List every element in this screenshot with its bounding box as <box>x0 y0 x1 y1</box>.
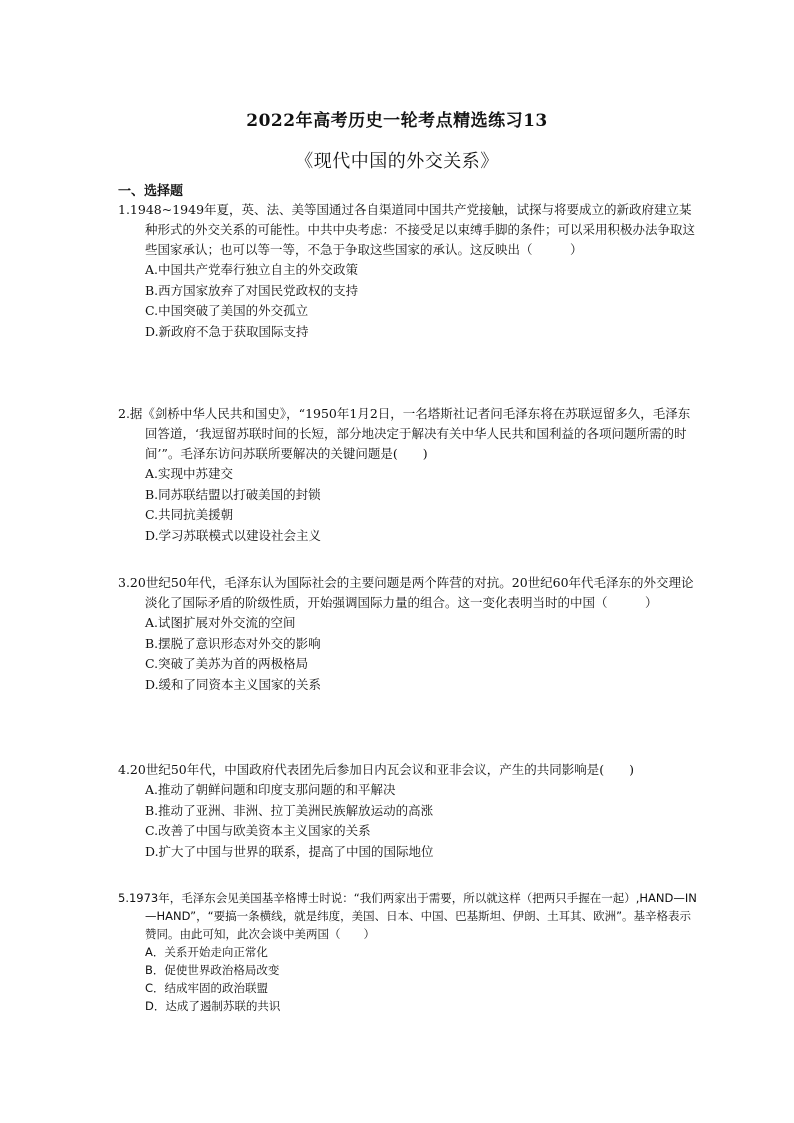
question-stem: 1.1948~1949年夏，英、法、美等国通过各自渠道同中国共产党接触，试探与将要成立的新政府建立某种形式的外交关系的可能性。中共中央考虑：不接受足以束缚手脚的条件；可以采用积极办法争取这些国家承认；也可以等一等，不急于争取这些国家的承认。这反映出（ ） <box>118 202 696 257</box>
option-a: A.中国共产党奉行独立自主的外交政策 <box>145 262 359 277</box>
page-title: 2022年高考历史一轮考点精选练习13 <box>246 111 548 131</box>
option-a: A．关系开始走向正常化 <box>145 945 268 959</box>
section-heading: 一、选择题 <box>118 184 184 199</box>
option-b: B.推动了亚洲、非洲、拉丁美洲民族解放运动的高涨 <box>145 802 434 818</box>
option-c: C.改善了中国与欧美资本主义国家的关系 <box>145 823 371 838</box>
option-d: D.扩大了中国与世界的联系，提高了中国的国际地位 <box>145 843 434 859</box>
page-subtitle: 《现代中国的外交关系》 <box>295 151 499 172</box>
question-stem: 2.据《剑桥中华人民共和国史》，“1950年1月2日，一名塔斯社记者问毛泽东将在苏联逗留多久，毛泽东回答道，‘我逗留苏联时间的长短，部分地决定于解决有关中华人民共和国利益的各项问题所需的时间’”。毛泽东访问苏联所要解决的关键问题是( ) <box>118 406 691 461</box>
option-a: A.推动了朝鲜问题和印度支那问题的和平解决 <box>145 782 396 797</box>
option-d: D．达成了遏制苏联的共识 <box>145 999 281 1013</box>
option-c: C.中国突破了美国的外交孤立 <box>145 303 309 318</box>
question-stem: 5.1973年，毛泽东会见美国基辛格博士时说：“我们两家出于需要，所以就这样（把两只手握在一起）,HAND—IN—HAND”，“要搞一条横线，就是纬度，美国、日本、中国、巴基斯坦、伊朗、土耳其、欧洲”。基辛格表示赞同。由此可知，此次会谈中美两国（ ） <box>118 891 697 941</box>
option-c: C.共同抗美援朝 <box>145 507 234 522</box>
option-a: A.实现中苏建交 <box>145 466 234 481</box>
question-stem: 3.20世纪50年代，毛泽东认为国际社会的主要问题是两个阵营的对抗。20世纪60年代毛泽东的外交理论淡化了国际矛盾的阶级性质，开始强调国际力量的组合。这一变化表明当时的中国（ ） <box>118 575 694 610</box>
question-stem: 4.20世纪50年代，中国政府代表团先后参加日内瓦会议和亚非会议，产生的共同影响是( ) <box>118 762 634 777</box>
question-5 <box>118 889 698 1015</box>
option-d: D.缓和了同资本主义国家的关系 <box>145 676 322 692</box>
question-1 <box>118 200 698 342</box>
option-b: B.西方国家放弃了对国民党政权的支持 <box>145 282 359 298</box>
question-2 <box>118 404 698 546</box>
option-b: B.同苏联结盟以打破美国的封锁 <box>145 486 321 502</box>
question-3 <box>118 573 698 695</box>
question-4 <box>118 760 698 862</box>
option-d: D.新政府不急于获取国际支持 <box>145 323 309 339</box>
option-b: B．促使世界政治格局改变 <box>145 963 280 977</box>
option-c: C.突破了美苏为首的两极格局 <box>145 656 309 671</box>
option-b: B.摆脱了意识形态对外交的影响 <box>145 635 321 651</box>
option-d: D.学习苏联模式以建设社会主义 <box>145 527 322 543</box>
option-c: C．结成牢固的政治联盟 <box>145 981 269 995</box>
option-a: A.试图扩展对外交流的空间 <box>145 615 296 630</box>
